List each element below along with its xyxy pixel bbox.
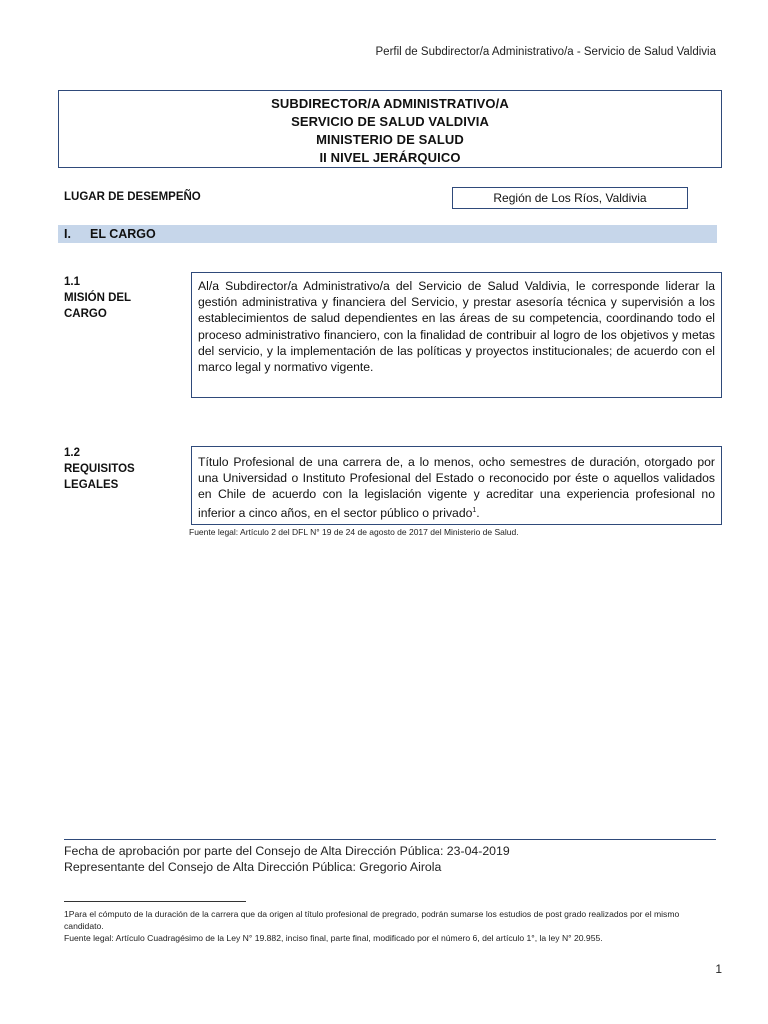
requisitos-label-line1: REQUISITOS	[64, 463, 135, 475]
requisitos-label	[64, 445, 135, 493]
lugar-value: Región de Los Ríos, Valdivia	[452, 187, 688, 209]
footnote-divider	[64, 901, 246, 902]
approval-block	[64, 843, 510, 875]
title-line-1: SUBDIRECTOR/A ADMINISTRATIVO/A	[271, 96, 509, 111]
section-header	[58, 225, 717, 243]
title-line-4: II NIVEL JERÁRQUICO	[319, 150, 461, 165]
section-number: I.	[64, 227, 71, 241]
mision-label-line2: CARGO	[64, 308, 107, 320]
requisitos-number: 1.2	[64, 447, 80, 459]
mision-text-box: Al/a Subdirector/a Administrativo/a del Servicio de Salud Valdivia, le corresponde liderar la gestión administrativa y financiera del Servicio, y prestar asesoría técnica y supervisión a los establecimientos de salud dependientes en las áreas de su competencia, coordinando todo el proceso administrativo financiero, con la finalidad de contribuir al logro de los objetivos y metas del servicio, y la implementación de las políticas y proyectos institucionales; de acuerdo con el marco legal y normativo vigente.	[191, 272, 722, 398]
mision-label-line1: MISIÓN DEL	[64, 292, 132, 304]
approval-date: Fecha de aprobación por parte del Consejo de Alta Dirección Pública: 23-04-2019	[64, 844, 510, 858]
approval-representative: Representante del Consejo de Alta Dirección Pública: Gregorio Airola	[64, 860, 442, 874]
page-number: 1	[715, 962, 722, 976]
running-header: Perfil de Subdirector/a Administrativo/a - Servicio de Salud Valdivia	[375, 46, 716, 58]
requisitos-text: Título Profesional de una carrera de, a lo menos, ocho semestres de duración, otorgado por una Universidad o Instituto Profesional del Estado o reconocido por éste o aquellos validados en Chile de acuerdo con la legislación vigente y acreditar una experiencia profesional no inferior a cinco años, en el sector público o privado	[198, 455, 715, 520]
footnote-source: Fuente legal: Artículo Cuadragésimo de la Ley N° 19.882, inciso final, parte final, modificado por el número 6, del artículo 1°, la ley N° 20.955.	[64, 933, 603, 943]
requisitos-label-line2: LEGALES	[64, 479, 119, 491]
requisitos-fuente: Fuente legal: Artículo 2 del DFL N° 19 de 24 de agosto de 2017 del Ministerio de Salud.	[189, 527, 519, 537]
footnotes	[64, 908, 720, 944]
mision-number: 1.1	[64, 276, 80, 288]
footnote-1: 1Para el cómputo de la duración de la carrera que da origen al título profesional de pregrado, podrán sumarse los estudios de post grado realizados por el mismo candidato.	[64, 909, 680, 931]
lugar-label: LUGAR DE DESEMPEÑO	[64, 191, 201, 203]
footnote-reference[interactable]: 1	[472, 506, 477, 514]
requisitos-text-box: Título Profesional de una carrera de, a lo menos, ocho semestres de duración, otorgado por una Universidad o Instituto Profesional del Estado o reconocido por éste o aquellos validados en Chile de acuerdo con la legislación vigente y acreditar una experiencia profesional no inferior a cinco años, en el sector público o privado$^1$.	[191, 446, 722, 525]
mision-label	[64, 274, 131, 322]
title-line-2: SERVICIO DE SALUD VALDIVIA	[291, 114, 489, 129]
title-line-3: MINISTERIO DE SALUD	[316, 132, 464, 147]
divider	[64, 839, 716, 840]
section-title: EL CARGO	[90, 227, 156, 241]
title-block	[58, 90, 722, 168]
